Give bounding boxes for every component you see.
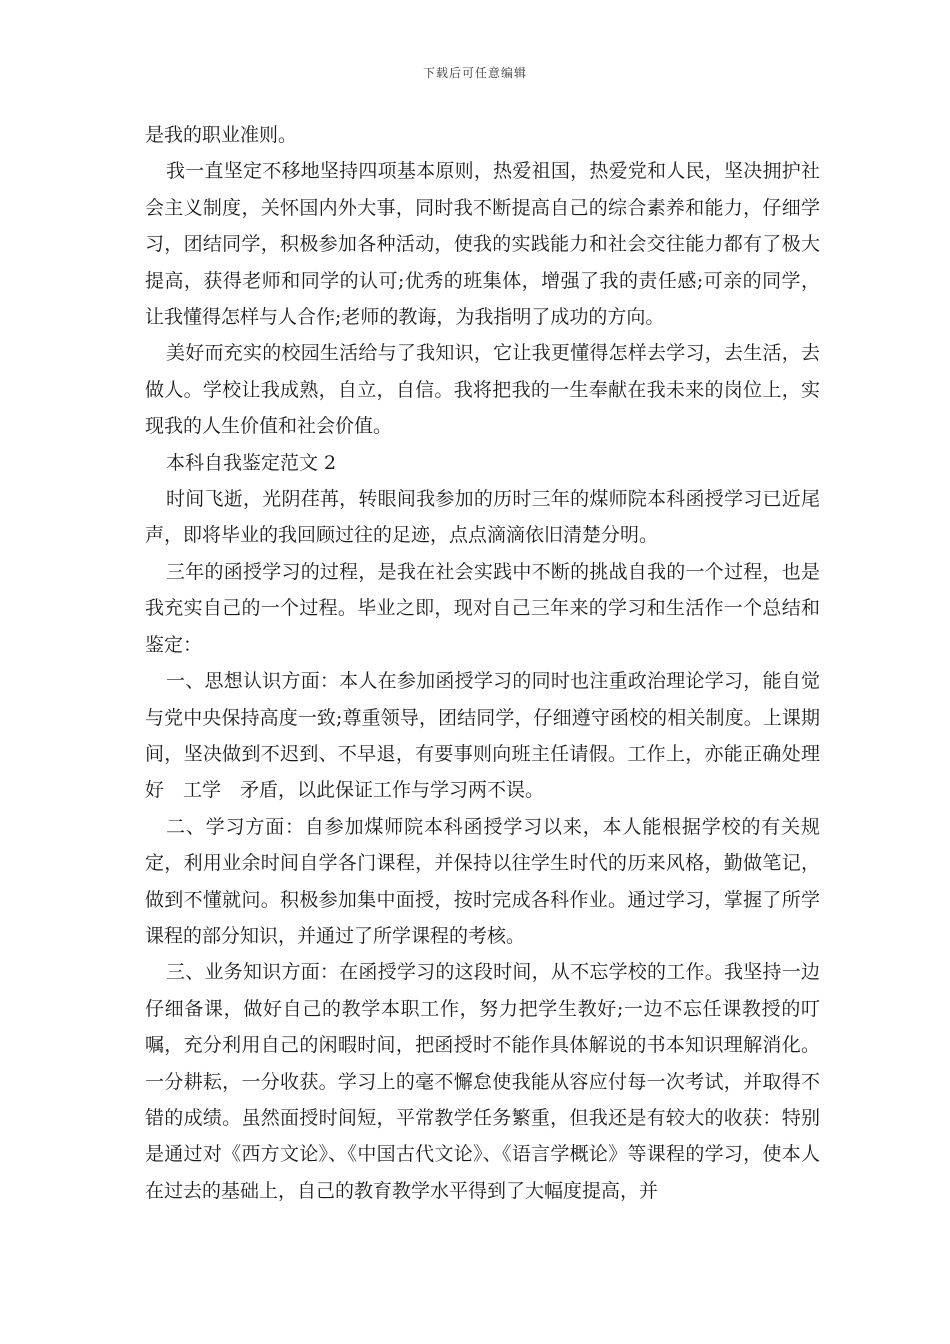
paragraph: 二、学习方面：自参加煤师院本科函授学习以来，本人能根据学校的有关规定，利用业余时间自学各门课程，并保持以往学生时代的历来风格，勤做笔记，做到不懂就问。积极参加集中面授，按时完成各科作业。通过学习，掌握了所学课程的部分知识，并通过了所学课程的考核。 (145, 815, 820, 947)
section-title: 本科自我鉴定范文 2 (166, 451, 337, 474)
paragraph: 时间飞逝，光阴荏苒，转眼间我参加的历时三年的煤师院本科函授学习已近尾声，即将毕业的我回顾过往的足迹，点点滴滴依旧清楚分明。 (145, 488, 820, 547)
page-header: 下载后可任意编辑 (422, 66, 527, 80)
paragraph: 三年的函授学习的过程，是我在社会实践中不断的挑战自我的一个过程，也是我充实自己的一个过程。毕业之即，现对自己三年来的学习和生活作一个总结和鉴定： (145, 560, 820, 656)
paragraph: 一、思想认识方面：本人在参加函授学习的同时也注重政治理论学习，能自觉与党中央保持高度一致;尊重领导，团结同学，仔细遵守函校的相关制度。上课期间，坚决做到不迟到、不早退，有要事则向班主任请假。工作上，亦能正确处理好 工学 矛盾，以此保证工作与学习两不误。 (145, 670, 820, 802)
paragraph: 是我的职业准则。 (145, 124, 298, 146)
document-body (145, 117, 820, 1209)
paragraph: 我一直坚定不移地坚持四项基本原则，热爱祖国，热爱党和人民，坚决拥护社会主义制度，关怀国内外大事，同时我不断提高自己的综合素养和能力，仔细学习，团结同学，积极参加各种活动，使我的实践能力和社会交往能力都有了极大提高，获得老师和同学的认可;优秀的班集体，增强了我的责任感;可亲的同学，让我懂得怎样与人合作;老师的教诲，为我指明了成功的方向。 (145, 160, 820, 329)
paragraph: 三、业务知识方面：在函授学习的这段时间，从不忘学校的工作。我坚持一边仔细备课，做好自己的教学本职工作，努力把学生教好;一边不忘任课教授的叮嘱，充分利用自己的闲暇时间，把函授时不能作具体解说的书本知识理解消化。一分耕耘，一分收获。学习上的毫不懈怠使我能从容应付每一次考试，并取得不错的成绩。虽然面授时间短，平常教学任务繁重，但我还是有较大的收获：特别是通过对《西方文论》、《中国古代文论》、《语言学概论》等课程的学习，使本人在过去的基础上，自己的教育教学水平得到了大幅度提高，并 (145, 961, 820, 1202)
paragraph: 美好而充实的校园生活给与了我知识，它让我更懂得怎样去学习，去生活，去做人。学校让我成熟，自立，自信。我将把我的一生奉献在我未来的岗位上，实现我的人生价值和社会价值。 (145, 342, 820, 438)
